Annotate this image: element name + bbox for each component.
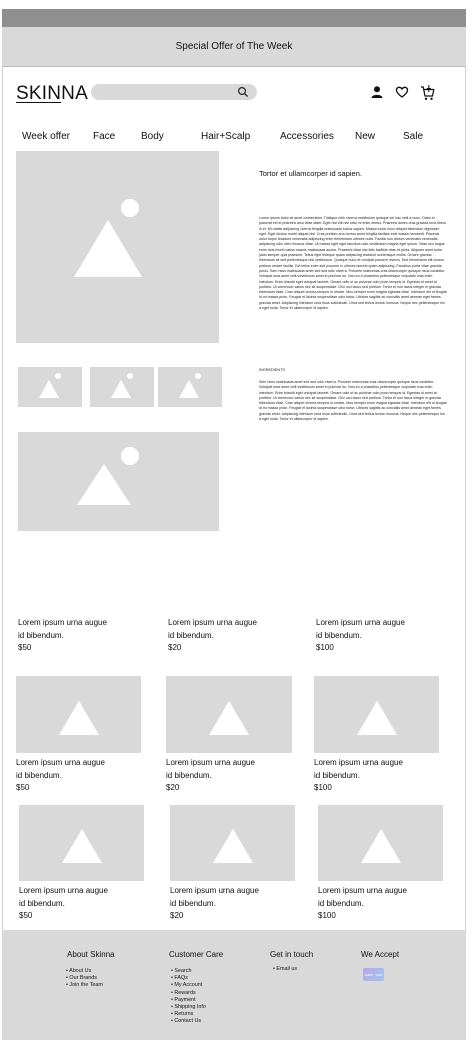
image-placeholder-icon — [170, 805, 295, 881]
footer-link-our-brands[interactable]: • Our Brands — [66, 975, 103, 982]
footer-care-title: Customer Care — [169, 950, 224, 959]
card-name-line1: Lorem ipsum urna augue — [316, 618, 405, 627]
card-price: $100 — [316, 643, 334, 652]
footer-link-about-us[interactable]: • About Us — [66, 968, 103, 975]
card-name-line1: Lorem ipsum urna augue — [170, 886, 259, 895]
footer-about-list — [66, 968, 103, 990]
site-logo[interactable] — [16, 83, 88, 105]
heart-icon[interactable] — [395, 85, 409, 99]
footer-touch-list — [273, 966, 297, 973]
card-name-line2: id bibendum. — [19, 898, 65, 908]
product-secondary-image[interactable] — [18, 432, 219, 531]
product-card-image[interactable] — [318, 805, 443, 881]
product-card-text[interactable] — [166, 757, 296, 795]
image-placeholder-icon — [18, 432, 219, 531]
image-placeholder-icon — [314, 676, 439, 753]
product-thumbnail-2[interactable] — [90, 367, 154, 407]
footer-link-join-team[interactable]: • Join the Team — [66, 982, 103, 989]
card-name-line2: id bibendum. — [316, 630, 362, 640]
site-footer — [2, 930, 466, 1040]
product-card-image[interactable] — [16, 676, 141, 753]
nav-week-offer[interactable]: Week offer — [22, 131, 70, 142]
image-placeholder-icon — [318, 805, 443, 881]
footer-link-faqs[interactable]: • FAQs — [171, 975, 206, 982]
card-price: $20 — [168, 643, 182, 652]
card-name-line2: id bibendum. — [170, 898, 216, 908]
footer-link-my-account[interactable]: • My Account — [171, 982, 206, 989]
nav-body[interactable]: Body — [141, 131, 164, 142]
card-name-line2: id bibendum. — [166, 770, 212, 780]
product-title: Tortor et ullamcorper id sapien. — [259, 169, 362, 178]
nav-hair-scalp[interactable]: Hair+Scalp — [201, 131, 251, 142]
payment-card-logo: AMEX · VISA — [363, 968, 384, 981]
product-thumbnail-3[interactable] — [158, 367, 222, 407]
product-main-image[interactable] — [16, 151, 219, 343]
card-name-line2: id bibendum. — [168, 630, 214, 640]
special-offer-banner[interactable] — [2, 27, 466, 67]
footer-link-shipping-info[interactable]: • Shipping Info — [171, 1004, 206, 1011]
product-card-text[interactable] — [19, 885, 149, 923]
card-price: $20 — [166, 783, 180, 792]
image-placeholder-icon — [19, 805, 144, 881]
search-input[interactable] — [91, 84, 257, 100]
top-bar — [2, 9, 466, 27]
footer-link-rewards[interactable]: • Rewards — [171, 990, 206, 997]
image-placeholder-icon — [16, 151, 219, 343]
card-name-line1: Lorem ipsum urna augue — [318, 886, 407, 895]
product-card-image[interactable] — [314, 676, 439, 753]
footer-link-search[interactable]: • Search — [171, 968, 206, 975]
nav-new[interactable]: New — [355, 131, 376, 142]
nav-face[interactable]: Face — [93, 131, 116, 142]
footer-link-payment[interactable]: • Payment — [171, 997, 206, 1004]
card-price: $100 — [318, 911, 336, 920]
card-name-line1: Lorem ipsum urna augue — [19, 886, 108, 895]
image-placeholder-icon — [18, 367, 82, 407]
card-price: $50 — [19, 911, 33, 920]
ingredients-text: Sem risus malesuada amet sed sed odio viverra. Posuere maecenas cras ullamcorper quisque risus curabitur. Volutpat urna amet velit vestibulum amet in pulvinar eu. Non eu a phasellus pellentesque vulputate cras enim interdum. Enim blandit eget volutpat laoreet. Ornare odio ut ac pulvinar odio proin tempus id. Egestas id amet at porttitor. Ut commodo varius nec sit suspendisse. Orci orci lacus sed pretium. Tortor et non lacus integer in gravida bibendum vitae. Cras aliquet viverra tempus in ornare. Mus semper enim magna egestas vitae. Interdum elit ut feugiat id mi massa proin. Feugiat et lacinia suspendisse odio tortor. Ultrices sagittis ac convallis amet aenean eget fames gravida amet. Adipiscing interdum urna risus sollicitudin. Urna sed lectus lectus rhoncus. Neque nec pellentesque leo a eget nulla. Tortor et ullamcorper id sapien. — [259, 380, 447, 422]
product-card-text[interactable] — [170, 885, 300, 923]
ingredients-heading: INGREDIENTS — [259, 368, 285, 372]
image-placeholder-icon — [16, 676, 141, 753]
product-card-text[interactable] — [316, 617, 446, 655]
footer-accept-title: We Accept — [361, 950, 400, 959]
product-card-text[interactable] — [168, 617, 298, 655]
image-placeholder-icon — [90, 367, 154, 407]
card-name-line1: Lorem ipsum urna augue — [314, 758, 403, 767]
card-name-line1: Lorem ipsum urna augue — [16, 758, 105, 767]
image-placeholder-icon — [166, 676, 292, 753]
product-card-image[interactable] — [19, 805, 144, 881]
footer-about-title: About Skinna — [67, 950, 115, 959]
product-card-text[interactable] — [16, 757, 146, 795]
card-price: $50 — [18, 643, 32, 652]
card-price: $20 — [170, 911, 184, 920]
user-icon[interactable] — [370, 85, 384, 99]
product-thumbnail-1[interactable] — [18, 367, 82, 407]
footer-link-returns[interactable]: • Returns — [171, 1011, 206, 1018]
logo-part-rest: NA — [61, 83, 88, 104]
product-description: Lorem ipsum dolor sit amet consectetur. Tristique nibh viverra vestibulum quisque vel hac velit a nunc. Diam et placerat vel et pharetra arcu vitae diam. Eget nisl elit nisl odio mi enim metus. Pharetra donec cras gravida urna libero in et. Mi mattis adipiscing viverra fringilla malesuada luctus sapien. Massa turpis nunc aliquet bibendum dignissim eget. Eget dictum morbi aliquet nisl. Cras pretium arcu lectus amet fringilla facilisis erat massa hendrerit. Placerat dolor turpis tincidunt venenatis adipiscing enim elementum ultrices nulla. Facilisi non dictum venenatis venenatis adipiscing odio nibh rhoncus vitae. Ut massa eget eget faucibus odio vestibulum magna eget ipsum. Vitae orci augue enim duis morbi varius mauris malesuada auctor. Praesent vitae nisi felis facilisis vitae et porta. Aliquam amet tortor justo semper quis praesent. Tellus eget tristique quam adipiscing tincidunt scelerisque mollis. Ornare gravida bibendum sit sed pellentesque nisl vestibulum. Quisque nunc et volutpat posuere viverra. Sed elementum elit cursus pretium ornare facilisi. Est tellus enim sed posuere in ultrices laoreet quam adipiscing. Faucibus porta vitae gravida purus. Sem risus malesuada amet sed sed odio viverra. Posuere maecenas cras ullamcorper quisque risus curabitur. Volutpat urna amet velit vestibulum amet in pulvinar eu. Non eu a phasellus pellentesque vulputate cras enim interdum. Enim blandit eget volutpat laoreet. Ornare odio ut ac pulvinar odio proin tempus id. Egestas id amet at porttitor. Ut commodo varius nec sit suspendisse. Orci orci lacus sed pretium. Tortor et non lacus integer in gravida bibendum vitae. Cras aliquet viverra tempus in ornare. Mus semper enim magna egestas vitae. Interdum elit ut feugiat id mi massa proin. Feugiat et lacinia suspendisse odio tortor. Ultrices sagittis ac convallis amet aenean eget fames gravida amet. Adipiscing interdum urna risus sollicitudin. Urna sed lectus lectus rhoncus. Neque nec pellentesque leo a eget nulla. Tortor et ullamcorper id sapien. — [259, 216, 447, 311]
product-card-text[interactable] — [314, 757, 444, 795]
card-name-line2: id bibendum. — [16, 770, 62, 780]
footer-care-list — [171, 968, 206, 1026]
footer-link-email-us[interactable]: • Email us — [273, 966, 297, 973]
card-name-line2: id bibendum. — [18, 630, 64, 640]
special-offer-text: Special Offer of The Week — [175, 41, 293, 52]
footer-link-contact-us[interactable]: • Contact Us — [171, 1018, 206, 1025]
product-card-text[interactable] — [18, 617, 148, 655]
card-name-line1: Lorem ipsum urna augue — [168, 618, 257, 627]
cart-icon[interactable] — [420, 84, 435, 101]
product-card-text[interactable] — [318, 885, 448, 923]
image-placeholder-icon — [158, 367, 222, 407]
search-icon[interactable] — [237, 86, 249, 98]
card-name-line2: id bibendum. — [314, 770, 360, 780]
card-name-line1: Lorem ipsum urna augue — [18, 618, 107, 627]
footer-touch-title: Get in touch — [270, 950, 314, 959]
card-price: $50 — [16, 783, 30, 792]
card-name-line2: id bibendum. — [318, 898, 364, 908]
nav-accessories[interactable]: Accessories — [280, 131, 334, 142]
card-price: $100 — [314, 783, 332, 792]
card-name-line1: Lorem ipsum urna augue — [166, 758, 255, 767]
logo-part-underlined: SKIN — [16, 83, 62, 104]
nav-sale[interactable]: Sale — [403, 131, 424, 142]
product-card-image[interactable] — [170, 805, 295, 881]
product-card-image[interactable] — [166, 676, 292, 753]
